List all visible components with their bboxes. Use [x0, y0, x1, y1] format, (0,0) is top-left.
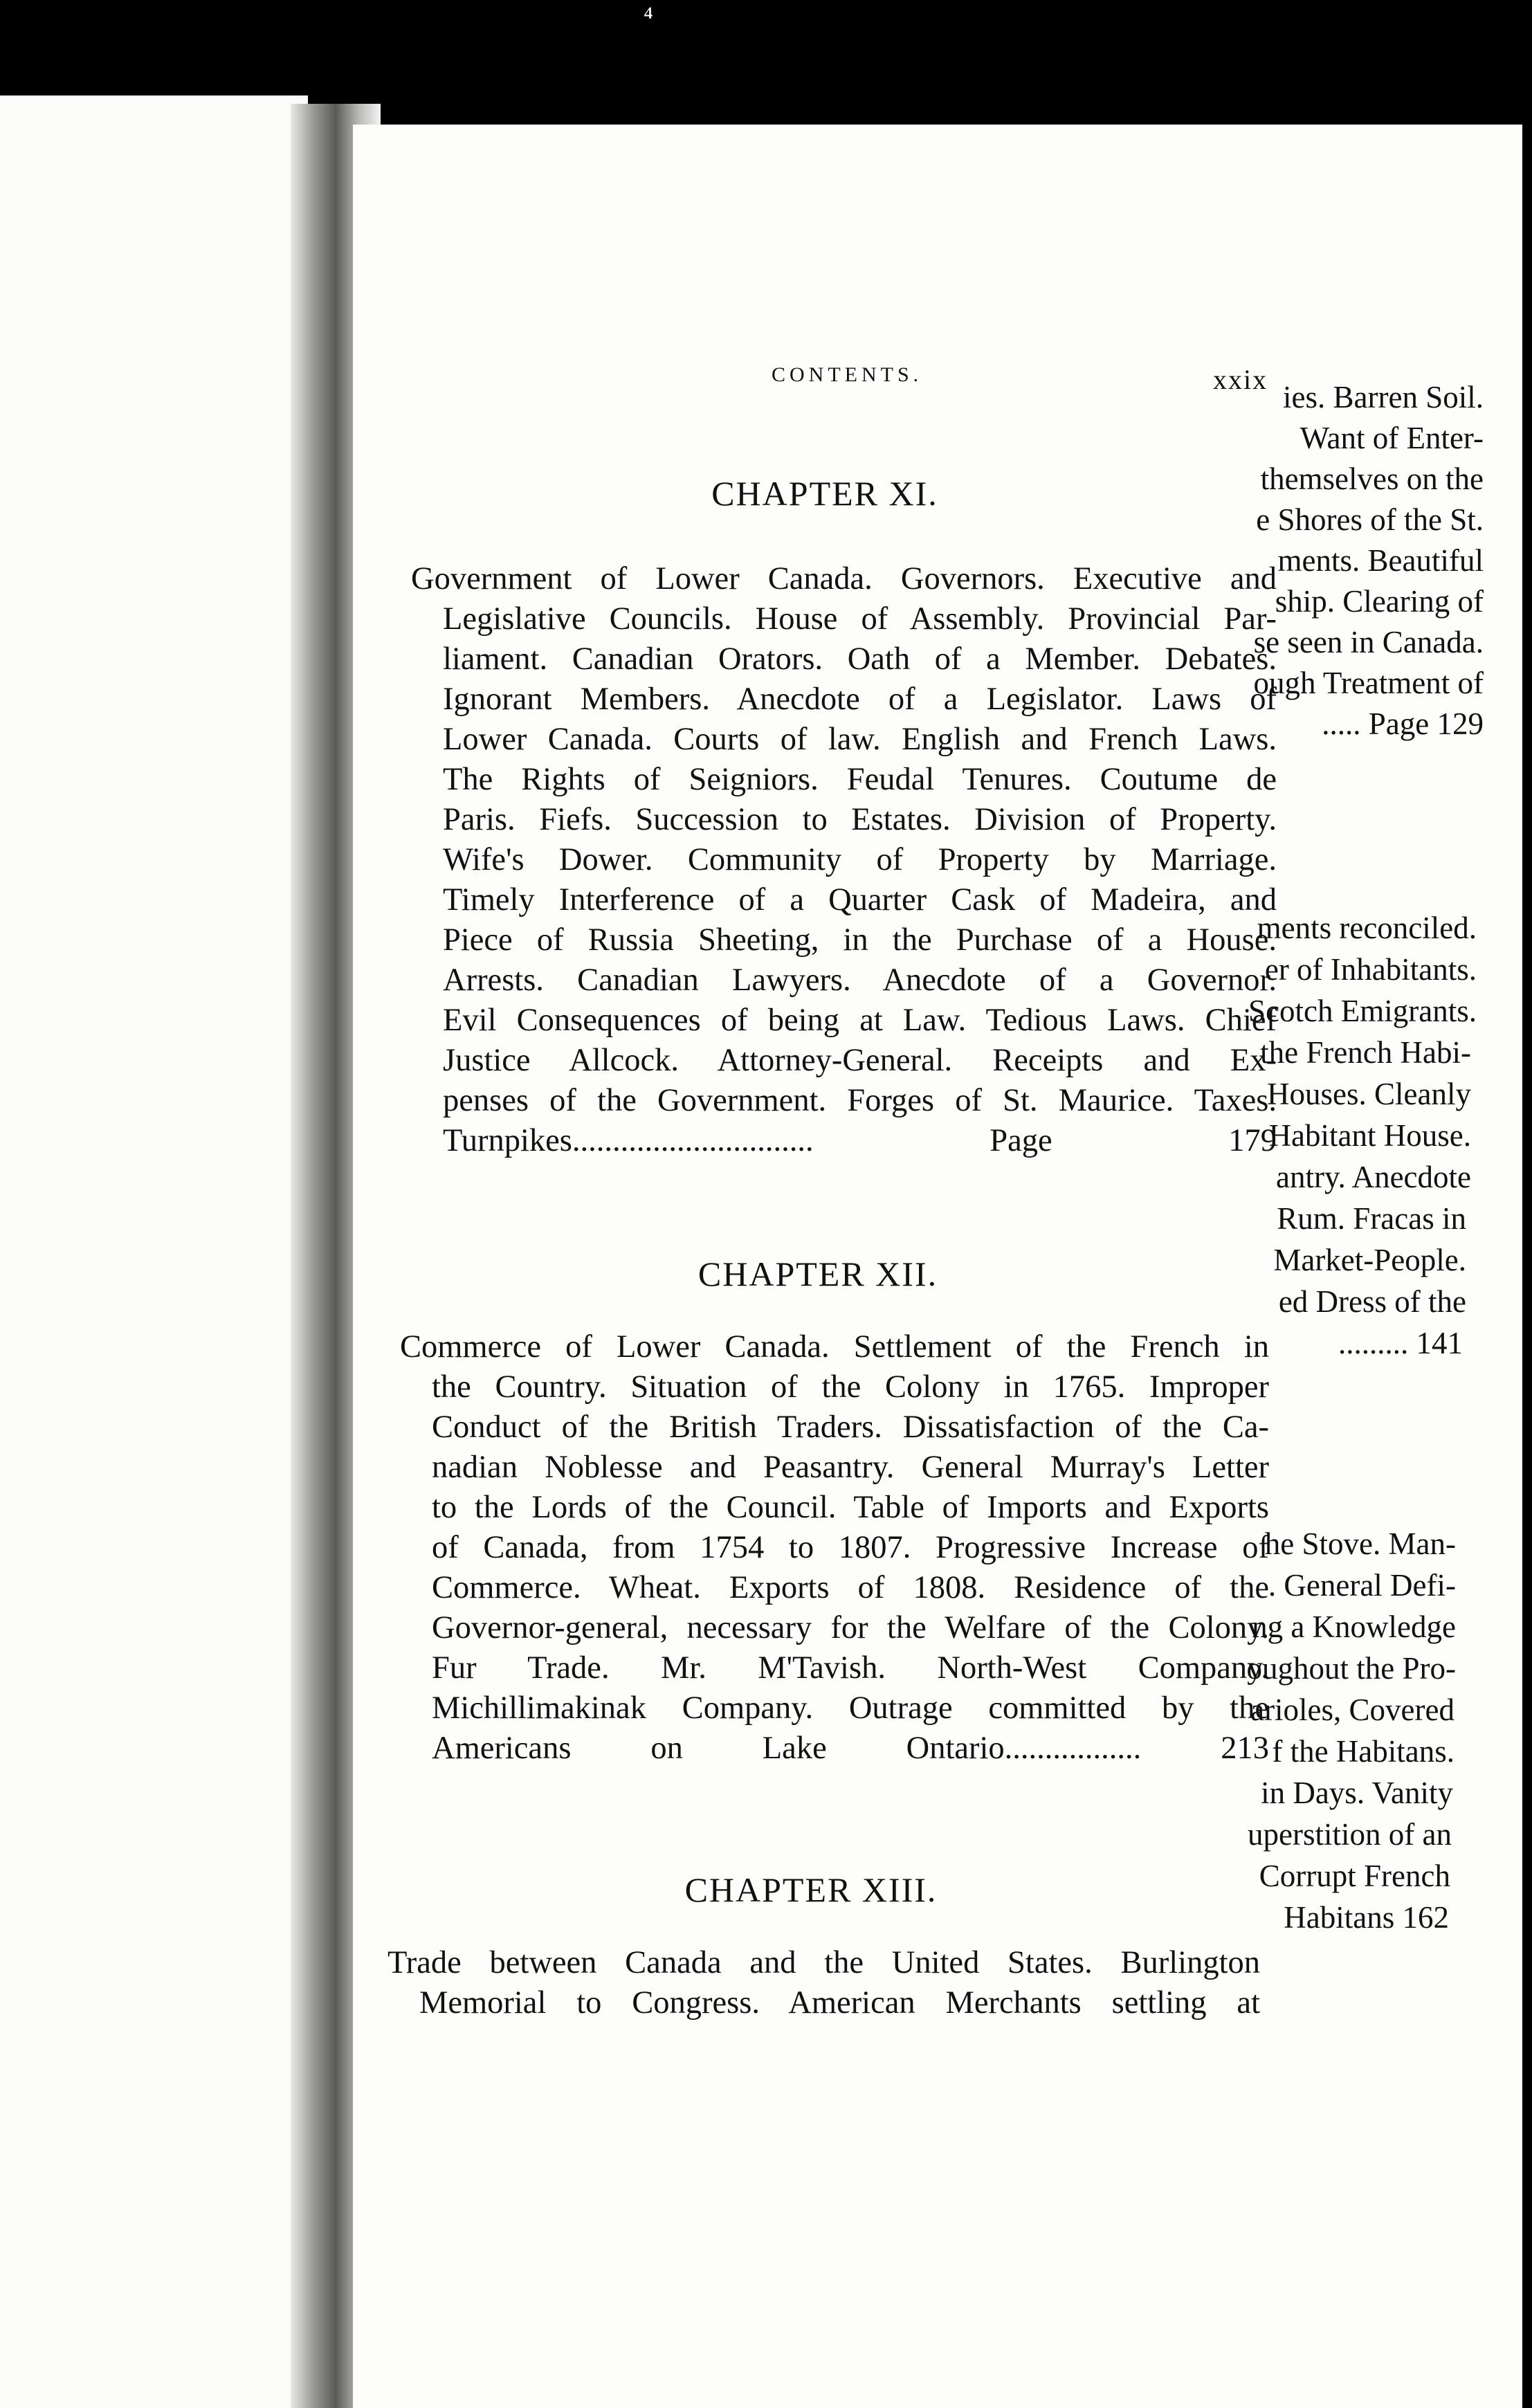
summary-line: Piece of Russia Sheeting, in the Purchase of a House.: [443, 922, 1277, 958]
chapter-title: CHAPTER XIII.: [684, 1870, 938, 1909]
left-page-line: ed Dress of the: [1278, 1284, 1466, 1319]
page-number: xxix: [1213, 364, 1268, 395]
left-page-line: in Days. Vanity: [1261, 1776, 1453, 1810]
summary-line: Americans on Lake Ontario................. 213: [432, 1731, 1269, 1766]
ink-mark: ⁴: [644, 1, 653, 32]
summary-line: Government of Lower Canada. Governors. Executive and: [411, 561, 1277, 596]
summary-line: Commerce of Lower Canada. Settlement of the French in: [400, 1329, 1269, 1365]
left-page-line: ments reconciled.: [1257, 911, 1477, 945]
summary-line: Commerce. Wheat. Exports of 1808. Residence of the: [432, 1570, 1269, 1605]
summary-line: Paris. Fiefs. Succession to Estates. Division of Property.: [443, 802, 1277, 837]
summary-line: Trade between Canada and the United States. Burlington: [387, 1945, 1260, 1980]
left-page-line: he Stove. Man-: [1264, 1526, 1456, 1561]
summary-line: nadian Noblesse and Peasantry. General Murray's Letter: [432, 1450, 1269, 1485]
chapter-summary: [411, 559, 1277, 1161]
chapter-title: CHAPTER XII.: [697, 1255, 938, 1293]
left-page-line: e Shores of the St.: [1256, 502, 1484, 537]
left-page-line: Corrupt French: [1259, 1859, 1450, 1893]
left-page-line: ough Treatment of: [1253, 666, 1484, 700]
left-page-line: er of Inhabitants.: [1264, 952, 1477, 987]
summary-line: Ignorant Members. Anecdote of a Legislator. Laws of: [443, 682, 1277, 717]
chapter-title: CHAPTER XI.: [711, 474, 938, 513]
summary-line: Evil Consequences of being at Law. Tedious Laws. Chief: [443, 1003, 1277, 1038]
summary-line: Michillimakinak Company. Outrage committed by the: [432, 1690, 1269, 1726]
running-head: CONTENTS.: [772, 363, 923, 386]
summary-line: Timely Interference of a Quarter Cask of Madeira, and: [443, 882, 1277, 918]
chapter-summary: [400, 1327, 1269, 1769]
left-page-line: . General Defi-: [1268, 1568, 1456, 1603]
summary-line: the Country. Situation of the Colony in 1765. Improper: [432, 1369, 1269, 1405]
left-page-line: Habitans 162: [1284, 1900, 1449, 1935]
summary-line: Conduct of the British Traders. Dissatisfaction of the Ca-: [432, 1410, 1269, 1445]
chapter-summary: [387, 1943, 1260, 2023]
left-page-line: ies. Barren Soil.: [1283, 380, 1484, 414]
left-page-line: f the Habitans.: [1272, 1734, 1455, 1769]
left-page-line: uperstition of an: [1248, 1817, 1452, 1852]
summary-line: to the Lords of the Council. Table of Imports and Exports: [432, 1490, 1269, 1525]
left-page-line: themselves on the: [1260, 462, 1484, 496]
summary-line: Justice Allcock. Attorney-General. Receipts and Ex-: [443, 1043, 1277, 1078]
summary-line: Legislative Councils. House of Assembly. Provincial Par-: [443, 601, 1277, 637]
left-page-line: ..... Page 129: [1322, 706, 1484, 741]
left-page-line: Rum. Fracas in: [1277, 1201, 1466, 1236]
left-page-line: the French Habi-: [1260, 1035, 1471, 1070]
left-page-line: Houses. Cleanly: [1267, 1077, 1471, 1111]
left-page-line: Market-People.: [1273, 1243, 1466, 1277]
summary-line: Wife's Dower. Community of Property by Marriage.: [443, 842, 1277, 877]
left-page-line: ng a Knowledge: [1252, 1609, 1456, 1644]
left-page-line: oughout the Pro-: [1246, 1651, 1456, 1686]
left-page-line: ship. Clearing of: [1275, 584, 1484, 619]
summary-line: Memorial to Congress. American Merchants settling at: [419, 1985, 1260, 2021]
left-facing-page: [0, 95, 308, 2408]
left-page-line: Scotch Emigrants.: [1248, 994, 1477, 1028]
left-page-line: Want of Enter-: [1300, 421, 1484, 455]
left-page-line: arioles, Covered: [1250, 1693, 1455, 1727]
summary-line: Arrests. Canadian Lawyers. Anecdote of a Governor.: [443, 963, 1277, 998]
summary-line: Fur Trade. Mr. M'Tavish. North-West Company.: [432, 1650, 1269, 1686]
left-page-line: Habitant House.: [1268, 1118, 1471, 1153]
left-page-line: se seen in Canada.: [1253, 625, 1484, 659]
left-page-line: antry. Anecdote: [1276, 1160, 1471, 1194]
summary-line: Turnpikes.............................. Page 179: [443, 1123, 1277, 1158]
summary-line: Governor-general, necessary for the Welfare of the Colony.: [432, 1610, 1269, 1645]
summary-line: of Canada, from 1754 to 1807. Progressive Increase of: [432, 1530, 1269, 1565]
left-page-line: ......... 141: [1338, 1326, 1463, 1360]
summary-line: penses of the Government. Forges of St. Maurice. Taxes.: [443, 1083, 1277, 1118]
summary-line: liament. Canadian Orators. Oath of a Member. Debates.: [443, 641, 1277, 677]
summary-line: The Rights of Seigniors. Feudal Tenures. Coutume de: [443, 762, 1277, 797]
left-page-line: ments. Beautiful: [1277, 543, 1484, 578]
summary-line: Lower Canada. Courts of law. English and French Laws.: [443, 722, 1277, 757]
